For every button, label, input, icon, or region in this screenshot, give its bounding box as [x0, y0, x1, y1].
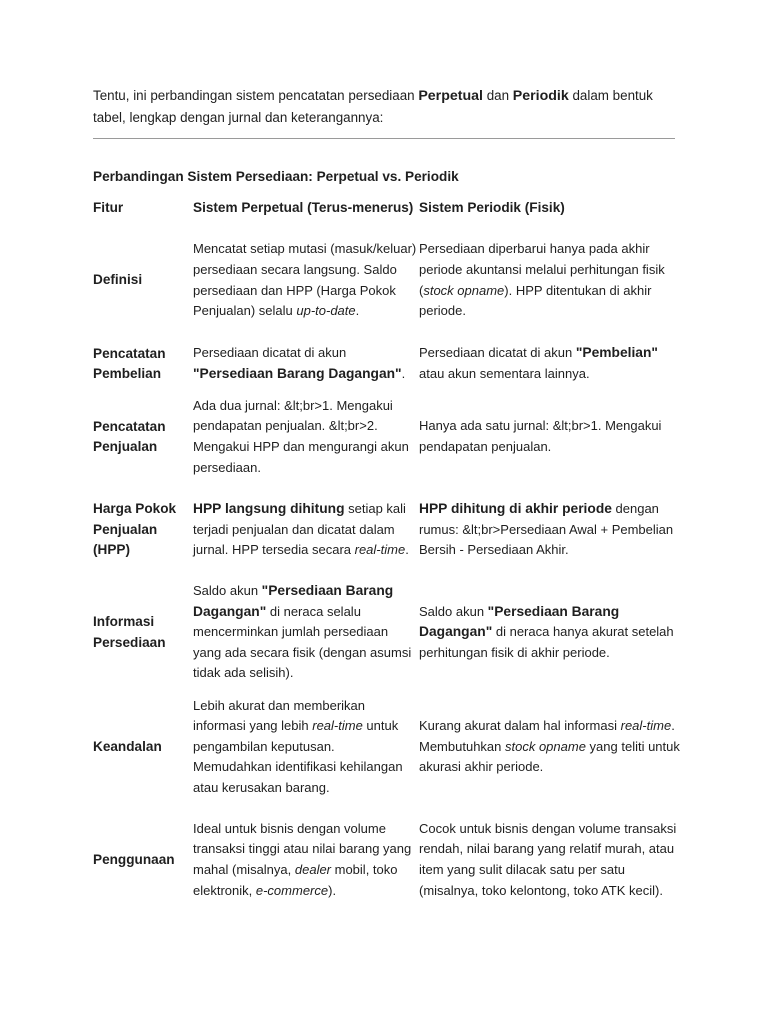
- perpetual-cell: Persediaan dicatat di akun "Persediaan Barang Dagangan".: [193, 345, 406, 381]
- intro-text: dan: [482, 88, 513, 103]
- periodic-cell: Persediaan diperbarui hanya pada akhir periode akuntansi melalui perhitungan fisik (stock opname). HPP ditentukan di akhir periode.: [419, 241, 665, 319]
- horizontal-divider: [93, 138, 675, 139]
- feature-label: Pencatatan Penjualan: [93, 418, 166, 454]
- periodic-cell: Persediaan dicatat di akun "Pembelian" atau akun sementara lainnya.: [419, 345, 658, 381]
- intro-paragraph: [93, 85, 678, 128]
- feature-label: Harga Pokok Penjualan (HPP): [93, 501, 177, 558]
- table-row-informasi-persediaan: [93, 580, 678, 685]
- table-row-penggunaan: [93, 808, 678, 912]
- feature-label: Definisi: [93, 272, 143, 288]
- periodic-cell: Saldo akun "Persediaan Barang Dagangan" di neraca hanya akurat setelah perhitungan fisik di akhir periode.: [419, 603, 674, 660]
- table-row-keandalan: [93, 695, 678, 799]
- intro-text: Tentu, ini perbandingan sistem pencatatan persediaan: [93, 88, 419, 103]
- table-row-pencatatan-pembelian: [93, 342, 678, 386]
- table-row-definisi: [93, 228, 678, 333]
- periodic-cell: HPP dihitung di akhir periode dengan rumus: &lt;br>Persediaan Awal + Pembelian Bersih - Persediaan Akhir.: [419, 501, 674, 558]
- perpetual-cell: Ada dua jurnal: &lt;br>1. Mengakui pendapatan penjualan. &lt;br>2. Mengakui HPP dan mengurangi akun persediaan.: [193, 397, 409, 475]
- perpetual-cell: Ideal untuk bisnis dengan volume transaksi tinggi atau nilai barang yang mahal (misalnya, dealer mobil, toko elektronik, e-commerce).: [193, 820, 412, 898]
- header-feature: Fitur: [93, 200, 124, 215]
- perpetual-cell: Saldo akun "Persediaan Barang Dagangan" di neraca selalu mencerminkan jumlah persediaan yang ada secara fisik (dengan asumsi tidak ada selisih).: [193, 583, 412, 681]
- header-perpetual: Sistem Perpetual (Terus-menerus): [193, 200, 414, 215]
- intro-perpetual: Perpetual: [418, 88, 483, 104]
- feature-label: Penggunaan: [93, 851, 175, 867]
- periodic-cell: Hanya ada satu jurnal: &lt;br>1. Mengakui pendapatan penjualan.: [419, 418, 662, 454]
- feature-label: Pencatatan Pembelian: [93, 345, 166, 381]
- feature-label: Informasi Persediaan: [93, 614, 166, 650]
- perpetual-cell: HPP langsung dihitung setiap kali terjadi penjualan dan dicatat dalam jurnal. HPP tersedia secara real-time.: [193, 501, 409, 558]
- table-title: Perbandingan Sistem Persediaan: Perpetual vs. Periodik: [93, 169, 459, 184]
- periodic-cell: Cocok untuk bisnis dengan volume transaksi rendah, nilai barang yang relatif murah, atau item yang sulit dilacak satu per satu (misalnya, toko kelontong, toko ATK kecil).: [419, 820, 677, 898]
- periodic-cell: Kurang akurat dalam hal informasi real-time. Membutuhkan stock opname yang teliti untuk akurasi akhir periode.: [419, 718, 680, 775]
- table-row-hpp: [93, 488, 678, 572]
- table-row-pencatatan-penjualan: [93, 395, 678, 479]
- intro-periodik: Periodik: [512, 88, 569, 104]
- header-periodic: Sistem Periodik (Fisik): [419, 200, 565, 215]
- feature-label: Keandalan: [93, 738, 162, 754]
- perpetual-cell: Lebih akurat dan memberikan informasi yang lebih real-time untuk pengambilan keputusan. Memudahkan identifikasi kehilangan atau kerusakan barang.: [193, 697, 403, 795]
- intro-text: dalam bentuk tabel, lengkap dengan jurnal dan keterangannya:: [93, 88, 653, 125]
- perpetual-cell: Mencatat setiap mutasi (masuk/keluar) persediaan secara langsung. Saldo persediaan dan HPP (Harga Pokok Penjualan) selalu up-to-date.: [193, 241, 417, 319]
